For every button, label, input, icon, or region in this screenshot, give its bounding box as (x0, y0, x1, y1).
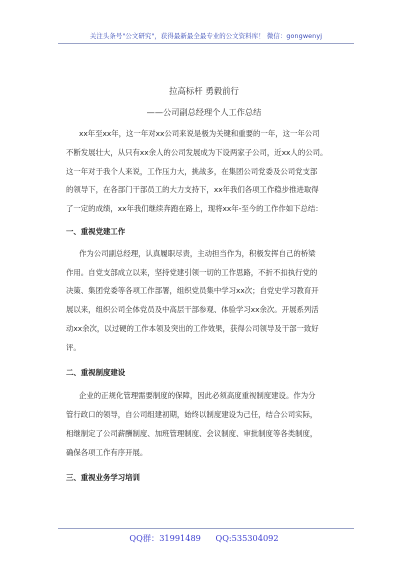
footer-contact (0, 533, 408, 543)
section-heading: 二、重视制度建设 (66, 368, 126, 377)
intro-line: xx年至xx年，这一年对xx公司来说是极为关键和重要的一年，这一年公司 (79, 129, 320, 138)
section-line: 动xx余次，以过硬的工作本领及突出的工作效果，获得公司领导及干部一致好 (66, 324, 319, 333)
header-banner: 关注头条号"公文研究"，获得最新最全最专业的公文资料库！ 微信：gongwenyj (89, 32, 323, 40)
section-line: 展以来，组织公司全体党员及中高层干部参观、体验学习xx余次。开展系列活 (66, 305, 319, 314)
footer-divider (58, 528, 354, 529)
document-subtitle: ——公司副总经理个人工作总结 (146, 107, 262, 117)
section-heading: 三、重视业务学习培训 (66, 473, 140, 482)
section-line: 作用。自党支部成立以来，坚持党建引领一切的工作思路，不折不扣执行党的 (66, 268, 318, 277)
intro-line: 这一年对于我个人来说，工作压力大，挑战多，在集团公司党委及公司党支部 (66, 167, 318, 176)
intro-line: 的领导下，在各部门干部员工的大力支持下，xx年我们各项工作稳步推进取得 (66, 185, 319, 194)
footer-qq-group: QQ群：31991489 (129, 533, 201, 543)
section-line: 决策、集团党委等各项工作部署，组织党员集中学习xx次；自党史学习教育开 (66, 286, 319, 295)
header-divider (58, 43, 354, 44)
document-title: 拉高标杆 勇毅前行 (169, 86, 239, 96)
footer-qq-number: QQ:535304092 (215, 533, 279, 543)
section-line: 管行政口的领导，自公司组建初期，始终以制度建设为己任，结合公司实际， (66, 410, 318, 419)
section-line: 确保各项工作有序开展。 (66, 448, 148, 457)
section-line: 企业的正规化管理需要制度的保障，因此必须高度重视制度建设。作为分 (79, 391, 316, 400)
section-line: 相继制定了公司薪酬制度、加班管理制度、会议制度、审批制度等各类制度， (66, 429, 318, 438)
section-heading: 一、重视党建工作 (66, 227, 126, 236)
intro-line: 不断发展壮大，从只有xx余人的公司发展成为下设两家子公司，近xx人的公司。 (66, 148, 328, 157)
section-line: 评。 (66, 343, 81, 352)
section-line: 作为公司副总经理，认真履职尽责，主动担当作为，积极发挥自己的桥梁 (79, 249, 316, 258)
intro-line: 了一定的成绩，xx年我们继续奔跑在路上，现将xx年-至今的工作作如下总结： (66, 204, 323, 213)
